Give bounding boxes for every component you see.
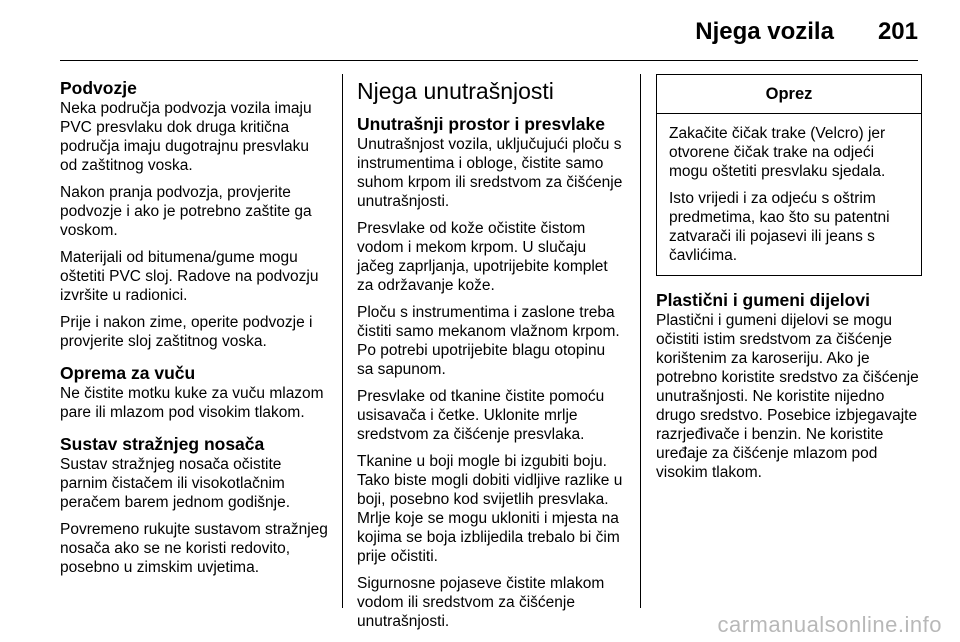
caution-title: Oprez	[657, 75, 921, 114]
column-2	[357, 78, 625, 639]
caution-box	[656, 74, 922, 276]
paragraph: Povremeno rukujte sustavom stražnjeg nosača ako se ne koristi redovito, posebno u zimskim uvjetima.	[60, 521, 328, 576]
paragraph: Prije i nakon zime, operite podvozje i provjerite sloj zaštitnog voska.	[60, 314, 313, 350]
section-heading-unutrasnji-prostor: Unutrašnji prostor i presvlake	[357, 114, 605, 134]
section-heading-straznji-nosac: Sustav stražnjeg nosača	[60, 434, 265, 454]
paragraph: Ploču s instrumentima i zaslone treba čistiti samo mekanom vlažnom krpom. Po potrebi upotrijebite blagu otopinu sa sapunom.	[357, 304, 620, 378]
paragraph: Nakon pranja podvozja, provjerite podvozje i ako je potrebno zaštite ga voskom.	[60, 184, 312, 239]
column-divider	[640, 74, 641, 608]
column-3	[656, 74, 922, 490]
paragraph: Neka područja podvozja vozila imaju PVC presvlaku dok druga kritična područja imaju dugotrajnu presvlaku od zaštitnog voska.	[60, 100, 312, 174]
page-number: 201	[877, 18, 918, 45]
paragraph: Sustav stražnjeg nosača očistite parnim čistačem ili visokotlačnim peračem barem jednom godišnje.	[60, 456, 291, 511]
page-header	[695, 14, 918, 50]
paragraph: Presvlake od tkanine čistite pomoću usisavača i četke. Uklonite mrlje sredstvom za čišćenje presvlaka.	[357, 388, 605, 443]
paragraph: Unutrašnjost vozila, uključujući ploču s instrumentima i obloge, čistite samo suhom krpom ili sredstvom za čišćenje unutrašnjosti.	[357, 136, 623, 210]
section-heading-podvozje: Podvozje	[60, 78, 137, 98]
section-heading-oprema-za-vucu: Oprema za vuču	[60, 363, 196, 383]
paragraph: Plastični i gumeni dijelovi se mogu očistiti istim sredstvom za čišćenje korištenim za karoseriju. Ako je potrebno koristite sredstvo za čišćenje unutrašnjosti. Ne koristite nijedno drugo sredstvo. Posebice izbjegavajte razrjeđivače i benzin. Ne koristite uređaje za čišćenje mlazom pod visokim tlakom.	[656, 312, 919, 481]
paragraph: Tkanine u boji mogle bi izgubiti boju. Tako biste mogli dobiti vidljive razlike u boji, posebno kod svijetlih presvlaka. Mrlje koje se mogu ukloniti i mjesta na kojima se boja izblijedila trebalo bi čim prije očistiti.	[357, 453, 623, 565]
chapter-title: Njega unutrašnjosti	[357, 78, 554, 104]
header-divider	[60, 60, 918, 61]
section-heading-plasticni-dijelovi: Plastični i gumeni dijelovi	[656, 290, 870, 310]
column-divider	[342, 74, 343, 608]
paragraph: Presvlake od kože očistite čistom vodom i mekom krpom. U slučaju jačeg zaprljanja, upotrijebite komplet za održavanje kože.	[357, 220, 608, 294]
caution-body	[657, 114, 921, 275]
watermark: carmanualsonline.info	[717, 612, 942, 637]
paragraph: Ne čistite motku kuke za vuču mlazom pare ili mlazom pod visokim tlakom.	[60, 385, 324, 421]
paragraph: Zakačite čičak trake (Velcro) jer otvorene čičak trake na odjeći mogu oštetiti presvlaku sjedala.	[669, 125, 886, 180]
paragraph: Materijali od bitumena/gume mogu oštetiti PVC sloj. Radove na podvozju izvršite u radionici.	[60, 249, 319, 304]
paragraph: Sigurnosne pojaseve čistite mlakom vodom ili sredstvom za čišćenje unutrašnjosti.	[357, 575, 605, 630]
header-title: Njega vozila	[695, 18, 834, 45]
column-1	[60, 78, 328, 585]
paragraph: Isto vrijedi i za odjeću s oštrim predmetima, kao što su patentni zatvarači ili pojasevi ili jeans s čavlićima.	[669, 190, 890, 264]
